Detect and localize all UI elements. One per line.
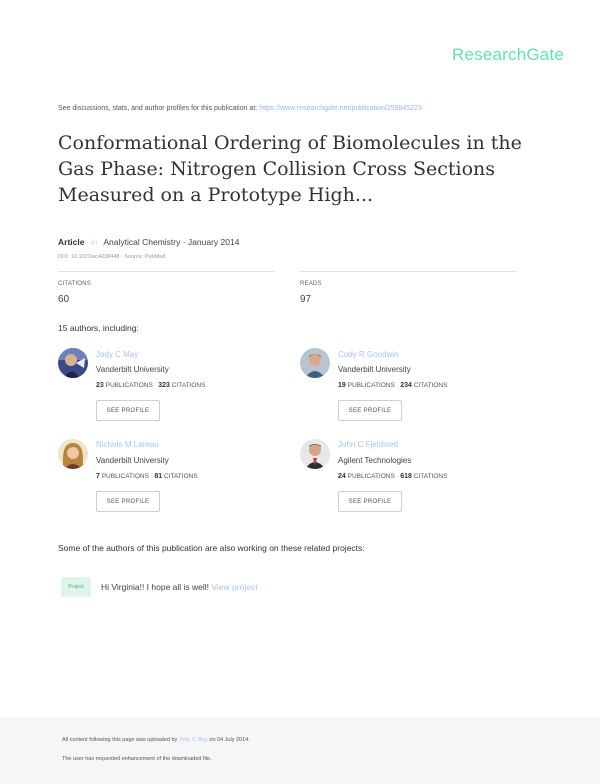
upload-suffix: on 04 July 2014. [209, 737, 250, 743]
author-stats [338, 382, 447, 389]
avatar[interactable] [58, 348, 88, 378]
discussion-text: See discussions, stats, and author profiles for this publication at: [58, 105, 258, 112]
citations-label: CITATIONS [163, 473, 198, 480]
see-profile-button[interactable]: SEE PROFILE [338, 400, 402, 421]
author-card-2 [300, 348, 330, 378]
citation-count: 323 [158, 382, 170, 389]
author-name[interactable]: Cody R Goodwin [338, 350, 399, 359]
upload-notice [62, 737, 250, 743]
citations-divider [58, 271, 275, 272]
project-line [101, 582, 258, 592]
publication-type: Article [58, 237, 85, 247]
publications-label: PUBLICATIONS [101, 473, 149, 480]
researchgate-logo[interactable]: ResearchGate [452, 45, 565, 64]
citations-label: CITATIONS [171, 382, 206, 389]
publication-count: 19 [338, 382, 346, 389]
projects-heading: Some of the authors of this publication are also working on these related projects: [58, 543, 365, 553]
reads-label: READS [300, 281, 322, 287]
footer [0, 717, 600, 784]
author-institution: Vanderbilt University [96, 456, 169, 465]
see-profile-button[interactable]: SEE PROFILE [338, 491, 402, 512]
publication-count: 24 [338, 473, 346, 480]
project-badge: Project [61, 577, 91, 597]
publications-label: PUBLICATIONS [347, 473, 395, 480]
author-institution: Vanderbilt University [96, 365, 169, 374]
citations-label: CITATIONS [413, 382, 448, 389]
citations-label: CITATIONS [58, 281, 91, 287]
citation-count: 81 [154, 473, 163, 480]
author-stats [96, 473, 198, 480]
publication-link[interactable]: https://www.researchgate.net/publication/259845223 [259, 105, 422, 112]
author-name[interactable]: Nichole M Lareau [96, 440, 159, 449]
uploader-link[interactable]: Jody C May [178, 737, 208, 743]
reads-value: 97 [300, 294, 312, 305]
publications-label: PUBLICATIONS [347, 382, 395, 389]
author-institution: Vanderbilt University [338, 365, 411, 374]
see-profile-button[interactable]: SEE PROFILE [96, 491, 160, 512]
see-profile-button[interactable]: SEE PROFILE [96, 400, 160, 421]
avatar[interactable] [300, 439, 330, 469]
citation-count: 234 [400, 382, 412, 389]
author-card-4 [300, 439, 330, 469]
publication-meta [58, 237, 239, 247]
view-project-link[interactable]: View project [211, 582, 258, 592]
citation-count: 618 [400, 473, 412, 480]
project-title: Hi Virginia!! I hope all is well! [101, 582, 210, 592]
publication-count: 23 [96, 382, 104, 389]
avatar[interactable] [58, 439, 88, 469]
publication-title: Conformational Ordering of Biomolecules in the Gas Phase: Nitrogen Collision Cross Sections Measured on a Prototype High... [58, 132, 522, 206]
author-stats [338, 473, 447, 480]
citations-label: CITATIONS [413, 473, 448, 480]
avatar[interactable] [300, 348, 330, 378]
author-name[interactable]: John C Fjeldsted [338, 440, 399, 449]
doi-line: DOI: 10.1021/ac4038448 · Source: PubMed [58, 254, 166, 260]
author-card-1 [58, 348, 88, 378]
author-institution: Agilent Technologies [338, 456, 412, 465]
enhancement-notice: The user has requested enhancement of the downloaded file. [62, 756, 212, 762]
upload-prefix: All content following this page was uploaded by [62, 737, 178, 743]
discussion-line [58, 105, 422, 112]
author-card-3 [58, 439, 88, 469]
author-name[interactable]: Jody C May [96, 350, 139, 359]
journal-date: Analytical Chemistry · January 2014 [103, 237, 240, 247]
publications-label: PUBLICATIONS [105, 382, 153, 389]
author-stats [96, 382, 205, 389]
meta-in: in [90, 237, 98, 247]
publication-count: 7 [96, 473, 100, 480]
authors-heading: 15 authors, including: [58, 323, 139, 333]
reads-divider [300, 271, 517, 272]
citations-value: 60 [58, 294, 70, 305]
